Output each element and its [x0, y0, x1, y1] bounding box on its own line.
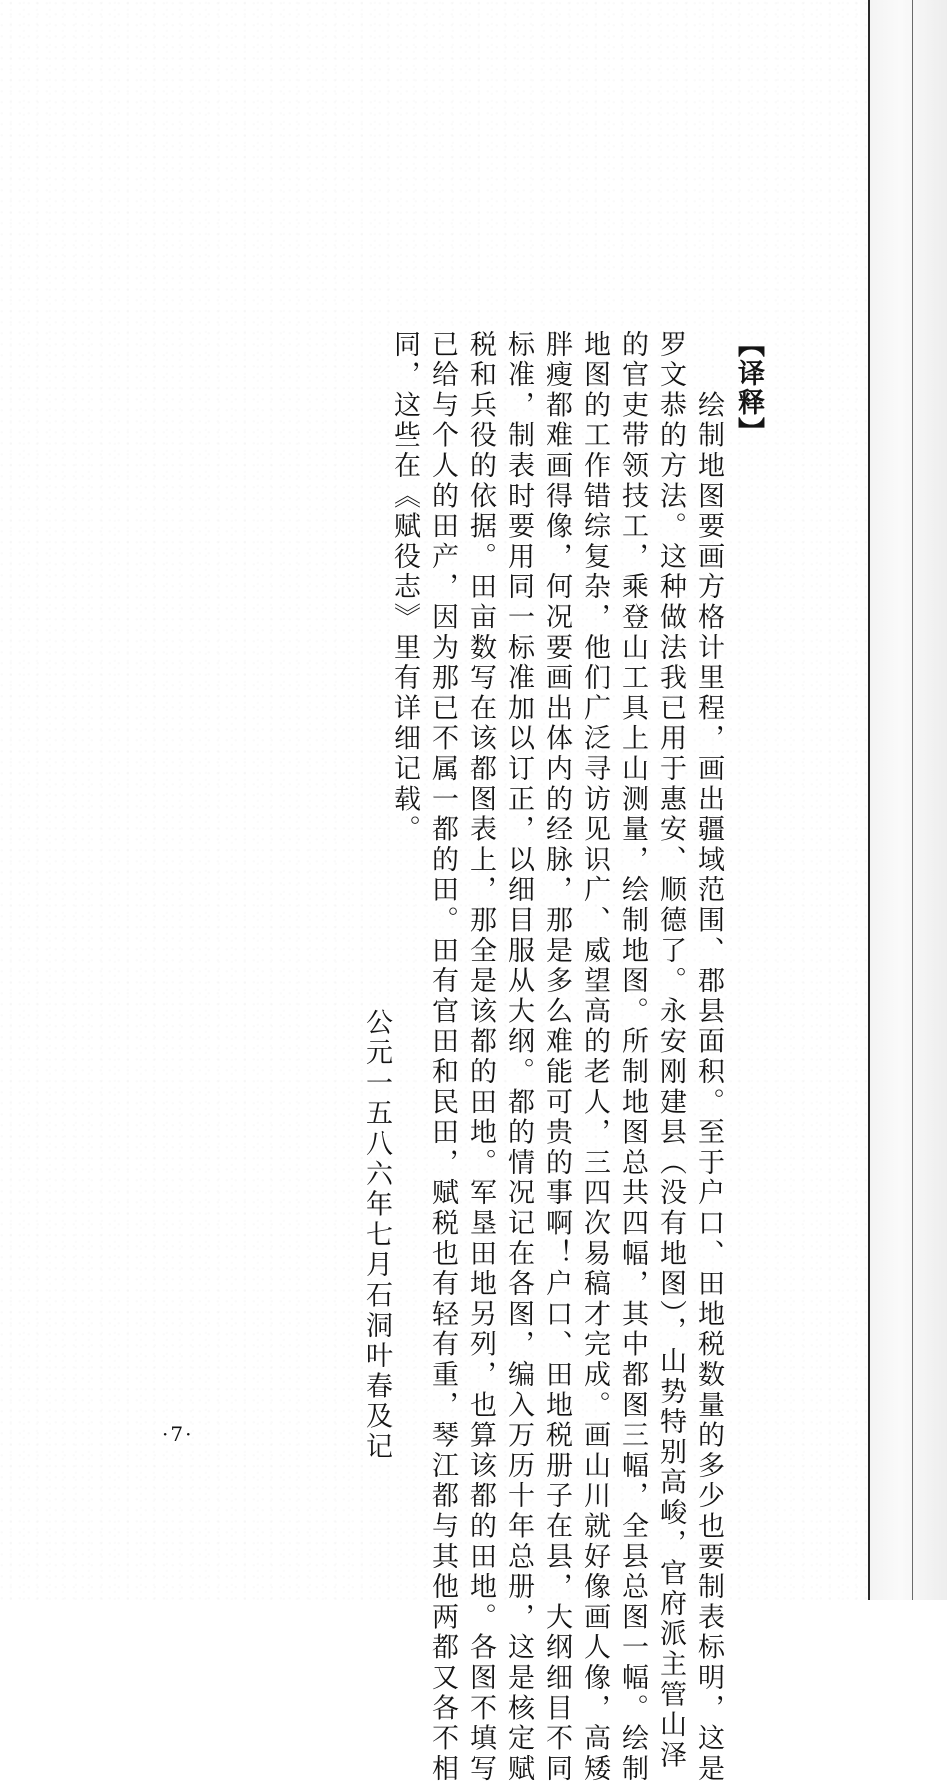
text-column: 的官吏带领技工，乘登山工具上山测量，绘制地图。所制地图总共四幅，其中都图三幅，全县总图一幅。绘制	[617, 330, 648, 1784]
text-column: 已给与个人的田产，因为那已不属一都的田。田有官田和民田，赋税也有轻有重，琴江都与其他两都又各不相	[427, 330, 458, 1784]
text-column: 地图的工作错综复杂，他们广泛寻访见识广、威望高的老人，三四次易稿才完成。画山川就好像画人像，高矮	[579, 330, 610, 1784]
text-column: 同，这些在《赋役志》里有详细记载。	[389, 330, 420, 846]
signature-line: 公元一五八六年七月石洞叶春及记	[361, 1008, 392, 1463]
page-number: ·7·	[162, 1422, 194, 1446]
translation-text-block	[0, 330, 947, 1784]
text-column: 胖瘦都难画得像，何况要画出体内的经脉，那是多么难能可贵的事啊！户口、田地税册子在县，大纲细目不同	[541, 330, 572, 1784]
text-column: 标准，制表时要用同一标准加以订正，以细目服从大纲。都的情况记在各图，编入万历十年总册，这是核定赋	[503, 330, 534, 1784]
text-column: 税和兵役的依据。田亩数写在该都图表上，那全是该都的田地。军垦田地另列，也算该都的田地。各图不填写	[465, 330, 496, 1784]
text-column: 绘制地图要画方格计里程，画出疆域范围、郡县面积。至于户口、田地税数量的多少也要制表标明，这是	[693, 330, 724, 1784]
section-heading: 【译释】	[733, 330, 764, 446]
text-column: 罗文恭的方法。这种做法我已用于惠安、顺德了。永安刚建县（没有地图），山势特别高峻，官府派主管山泽	[655, 330, 686, 1771]
